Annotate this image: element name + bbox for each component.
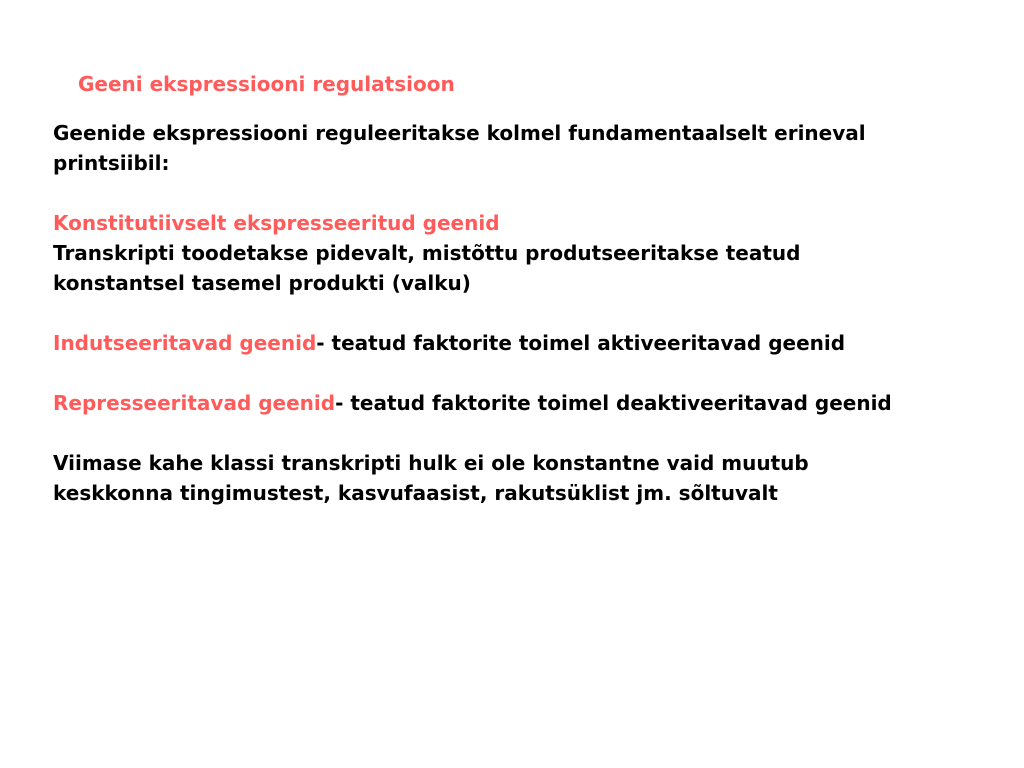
inducible-section: [53, 328, 1013, 358]
repressible-section: [53, 388, 1013, 418]
spacer: [53, 418, 1013, 448]
repressible-term: Represseeritavad geenid: [53, 391, 336, 415]
spacer: [53, 178, 1013, 208]
repressible-description: - teatud faktorite toimel deaktiveeritavad geenid: [335, 391, 892, 415]
constitutive-line-1: Transkripti toodetakse pidevalt, mistõttu produtseeritakse teatud: [53, 241, 801, 265]
slide-body: [53, 118, 1013, 508]
inducible-term: Indutseeritavad geenid: [53, 331, 317, 355]
constitutive-heading: Konstitutiivselt ekspresseeritud geenid: [53, 211, 500, 235]
conclusion-line-2: keskkonna tingimustest, kasvufaasist, rakutsüklist jm. sõltuvalt: [53, 481, 778, 505]
inducible-description: - teatud faktorite toimel aktiveeritavad geenid: [316, 331, 846, 355]
intro-line-2: printsiibil:: [53, 151, 170, 175]
intro-line-1: Geenide ekspressiooni reguleeritakse kolmel fundamentaalselt erineval: [53, 121, 866, 145]
slide-title: Geeni ekspressiooni regulatsioon: [78, 72, 455, 96]
intro-paragraph: [53, 118, 1013, 178]
conclusion-line-1: Viimase kahe klassi transkripti hulk ei ole konstantne vaid muutub: [53, 451, 809, 475]
constitutive-section: [53, 208, 1013, 298]
spacer: [53, 298, 1013, 328]
conclusion-paragraph: [53, 448, 1013, 508]
constitutive-line-2: konstantsel tasemel produkti (valku): [53, 271, 471, 295]
spacer: [53, 358, 1013, 388]
